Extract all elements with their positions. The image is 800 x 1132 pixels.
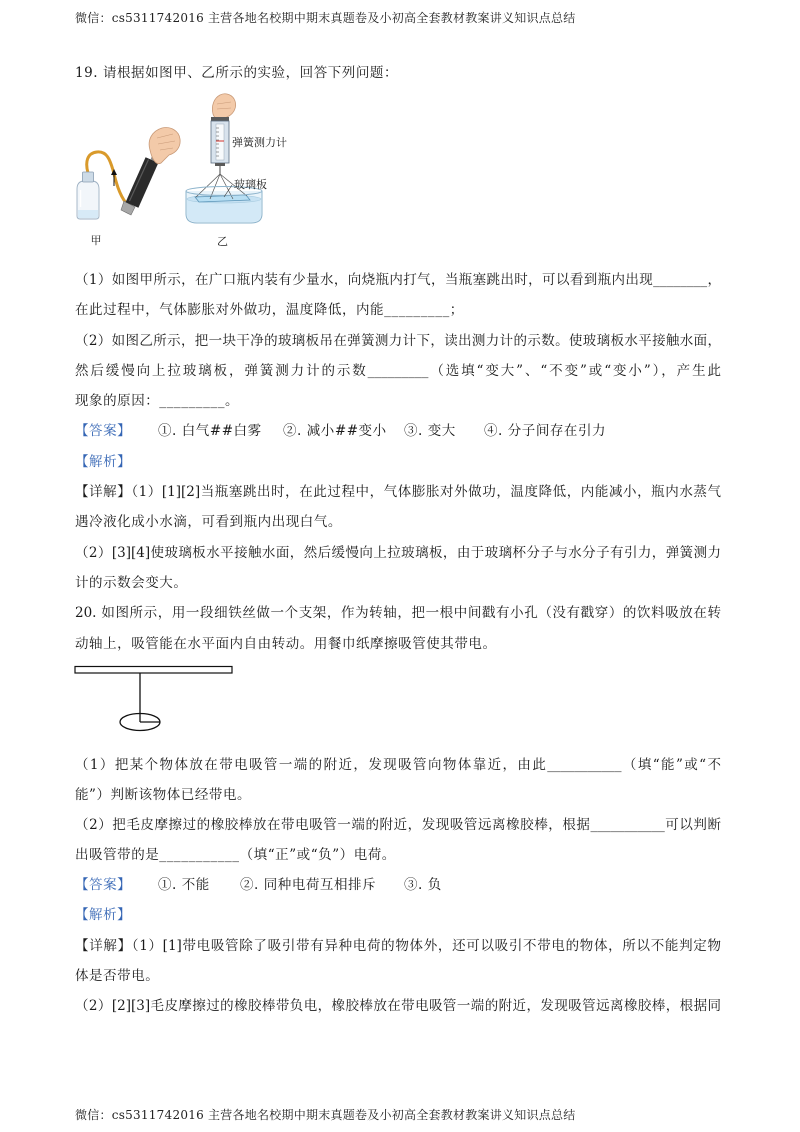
detail-text: （1）[1]带电吸管除了吸引带有异种电荷的物体外，还可以吸引不带电的物体，所以不能判定物 bbox=[131, 937, 721, 954]
q19-text-line: 在此过程中，气体膨胀对外做功，温度降低，内能_________； bbox=[75, 302, 464, 319]
detail-tag: 【详解】 bbox=[75, 484, 132, 501]
q20-title-line: 20. 如图所示，用一段细铁丝做一个支架，作为转轴，把一根中间戳有小孔（没有戳穿）的饮料吸放在转 bbox=[75, 605, 721, 622]
spring-scale bbox=[211, 117, 229, 174]
q20-title bbox=[75, 598, 721, 659]
answer-tag: 【答案】 bbox=[75, 423, 132, 440]
q20-detail-line bbox=[75, 931, 721, 961]
answer-item: ②. 同种电荷互相排斥 bbox=[240, 877, 377, 894]
figure-jia bbox=[77, 128, 180, 247]
figure-label-yi: 乙 bbox=[217, 235, 228, 248]
q20-title-line: 动轴上，吸管能在水平面内自由转动。用餐巾纸摩擦吸管使其带电。 bbox=[75, 635, 497, 652]
answer-tag: 【答案】 bbox=[75, 877, 132, 894]
analysis-tag: 【解析】 bbox=[75, 907, 132, 924]
answer-item: ④. 分子间存在引力 bbox=[484, 423, 607, 440]
hand bbox=[212, 94, 235, 119]
detail-tag: 【详解】 bbox=[75, 937, 132, 954]
q19-detail-line: 遇冷液化成小水滴，可看到瓶内出现白气。 bbox=[75, 514, 342, 531]
answer-item: ③. 负 bbox=[404, 877, 442, 894]
drinking-straw bbox=[75, 667, 232, 674]
q20-answer-line bbox=[75, 870, 721, 900]
wide-mouth-bottle bbox=[77, 172, 99, 219]
analysis-tag: 【解析】 bbox=[75, 453, 132, 470]
q19-figure bbox=[70, 90, 300, 250]
figure-label-jia: 甲 bbox=[90, 234, 102, 247]
q20-detail-line: （2）[2][3]毛皮摩擦过的橡胶棒带负电，橡胶棒放在带电吸管一端的附近，发现吸管远离橡胶棒，根据同 bbox=[75, 997, 721, 1014]
page-header: 微信：cs5311742016 主营各地名校期中期末真题卷及小初高全套教材教案讲义知识点总结 bbox=[75, 11, 576, 25]
q19-body bbox=[75, 265, 721, 598]
q19-title: 19. 请根据如图甲、乙所示的实验，回答下列问题： bbox=[75, 65, 399, 81]
q20-text-line: （2）把毛皮摩擦过的橡胶棒放在带电吸管一端的附近，发现吸管远离橡胶棒，根据___________可以判断 bbox=[75, 817, 721, 834]
q19-analysis-line bbox=[75, 447, 721, 477]
detail-text: （1）[1][2]当瓶塞跳出时，在此过程中，气体膨胀对外做功，温度降低，内能减小，瓶内水蒸气 bbox=[131, 484, 721, 501]
figure-yi bbox=[186, 94, 287, 248]
answer-item: ③. 变大 bbox=[404, 423, 456, 440]
q20-figure bbox=[70, 655, 240, 735]
q19-detail-line bbox=[75, 477, 721, 507]
q19-text-line: 现象的原因：_________。 bbox=[75, 393, 240, 410]
q20-text-line: （1）把某个物体放在带电吸管一端的附近，发现吸管向物体靠近，由此___________（填“能”或“不 bbox=[75, 757, 721, 773]
q19-detail-line: （2）[3][4]使玻璃板水平接触水面，然后缓慢向上拉玻璃板，由于玻璃杯分子与水分子有引力，弹簧测力 bbox=[75, 544, 721, 561]
hand bbox=[149, 128, 180, 164]
q20-analysis-line bbox=[75, 900, 721, 930]
q19-text-line: （1）如图甲所示，在广口瓶内装有少量水，向烧瓶内打气，当瓶塞跳出时，可以看到瓶内出现________， bbox=[75, 272, 721, 288]
answer-item: ①. 不能 bbox=[158, 877, 210, 894]
q19-text-line: （2）如图乙所示，把一块干净的玻璃板吊在弹簧测力计下，读出测力计的示数。使玻璃板水平接触水面， bbox=[75, 332, 721, 349]
q19-answer-line bbox=[75, 416, 721, 446]
q19-detail-line: 计的示数会变大。 bbox=[75, 574, 188, 591]
answer-item: ②. 减小##变小 bbox=[283, 423, 387, 440]
spring-scale-label: 弹簧测力计 bbox=[232, 136, 287, 149]
glass-plate-label: 玻璃板 bbox=[234, 178, 267, 191]
q20-body bbox=[75, 750, 721, 1021]
q20-text-line: 能”）判断该物体已经带电。 bbox=[75, 787, 252, 804]
answer-item: ①. 白气##白雾 bbox=[158, 423, 262, 440]
page-footer: 微信：cs5311742016 主营各地名校期中期末真题卷及小初高全套教材教案讲义知识点总结 bbox=[75, 1108, 576, 1122]
q19-text-line: 然后缓慢向上拉玻璃板，弹簧测力计的示数_________（选填“变大”、“不变”或“变小”），产生此 bbox=[75, 362, 721, 379]
q20-detail-line: 体是否带电。 bbox=[75, 967, 160, 984]
q20-text-line: 出吸管带的是___________（填“正”或“负”）电荷。 bbox=[75, 847, 396, 864]
